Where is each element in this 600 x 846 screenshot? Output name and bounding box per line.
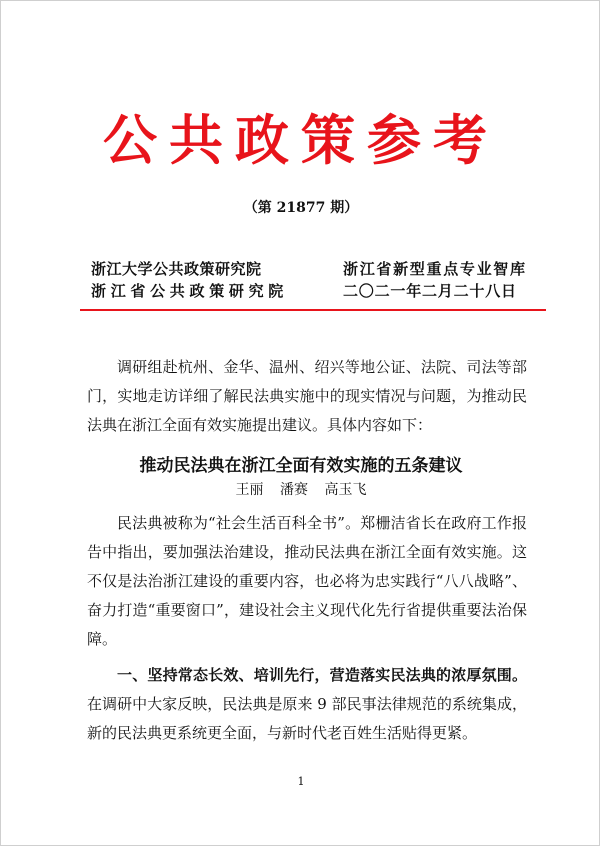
section-1-heading: 一、坚持常态长效、培训先行，营造落实民法典的浓厚氛围。	[117, 666, 527, 684]
intro-paragraph: 调研组赴杭州、金华、温州、绍兴等地公证、法院、司法等部门，实地走访详细了解民法典实施中的现实情况与问题，为推动民法典在浙江全面有效实施提出建议。具体内容如下：	[87, 358, 527, 434]
section-1-paragraph	[87, 661, 527, 748]
article-title: 推动民法典在浙江全面有效实施的五条建议	[139, 456, 463, 476]
body-paragraph-1: 民法典被称为“社会生活百科全书”。郑栅洁省长在政府工作报告中指出，要加强法治建设，推动民法典在浙江全面有效实施。这不仅是法治浙江建设的重要内容，也必将为忠实践行“八八战略”、奋力打造“重要窗口”，建设社会主义现代化先行省提供重要法治保障。	[87, 514, 527, 648]
section-1-text: 在调研中大家反映，民法典是原来 9 部民事法律规范的系统集成，新的民法典更系统更全面，与新时代老百姓生活贴得更紧。	[87, 695, 527, 742]
think-tank-label: 浙江省新型重点专业智库	[343, 260, 527, 278]
publication-date: 二〇二一年二月二十八日	[343, 282, 517, 300]
article-authors: 王丽 潘赛 高玉飞	[235, 482, 367, 498]
header-divider	[80, 309, 546, 311]
issue-number: （第 21877 期）	[243, 200, 359, 216]
publisher-line-1: 浙江大学公共政策研究院	[91, 260, 262, 278]
publisher-line-2: 浙江省公共政策研究院	[91, 282, 289, 300]
page-number: 1	[297, 775, 305, 788]
masthead-title: 公共政策参考	[103, 109, 499, 172]
